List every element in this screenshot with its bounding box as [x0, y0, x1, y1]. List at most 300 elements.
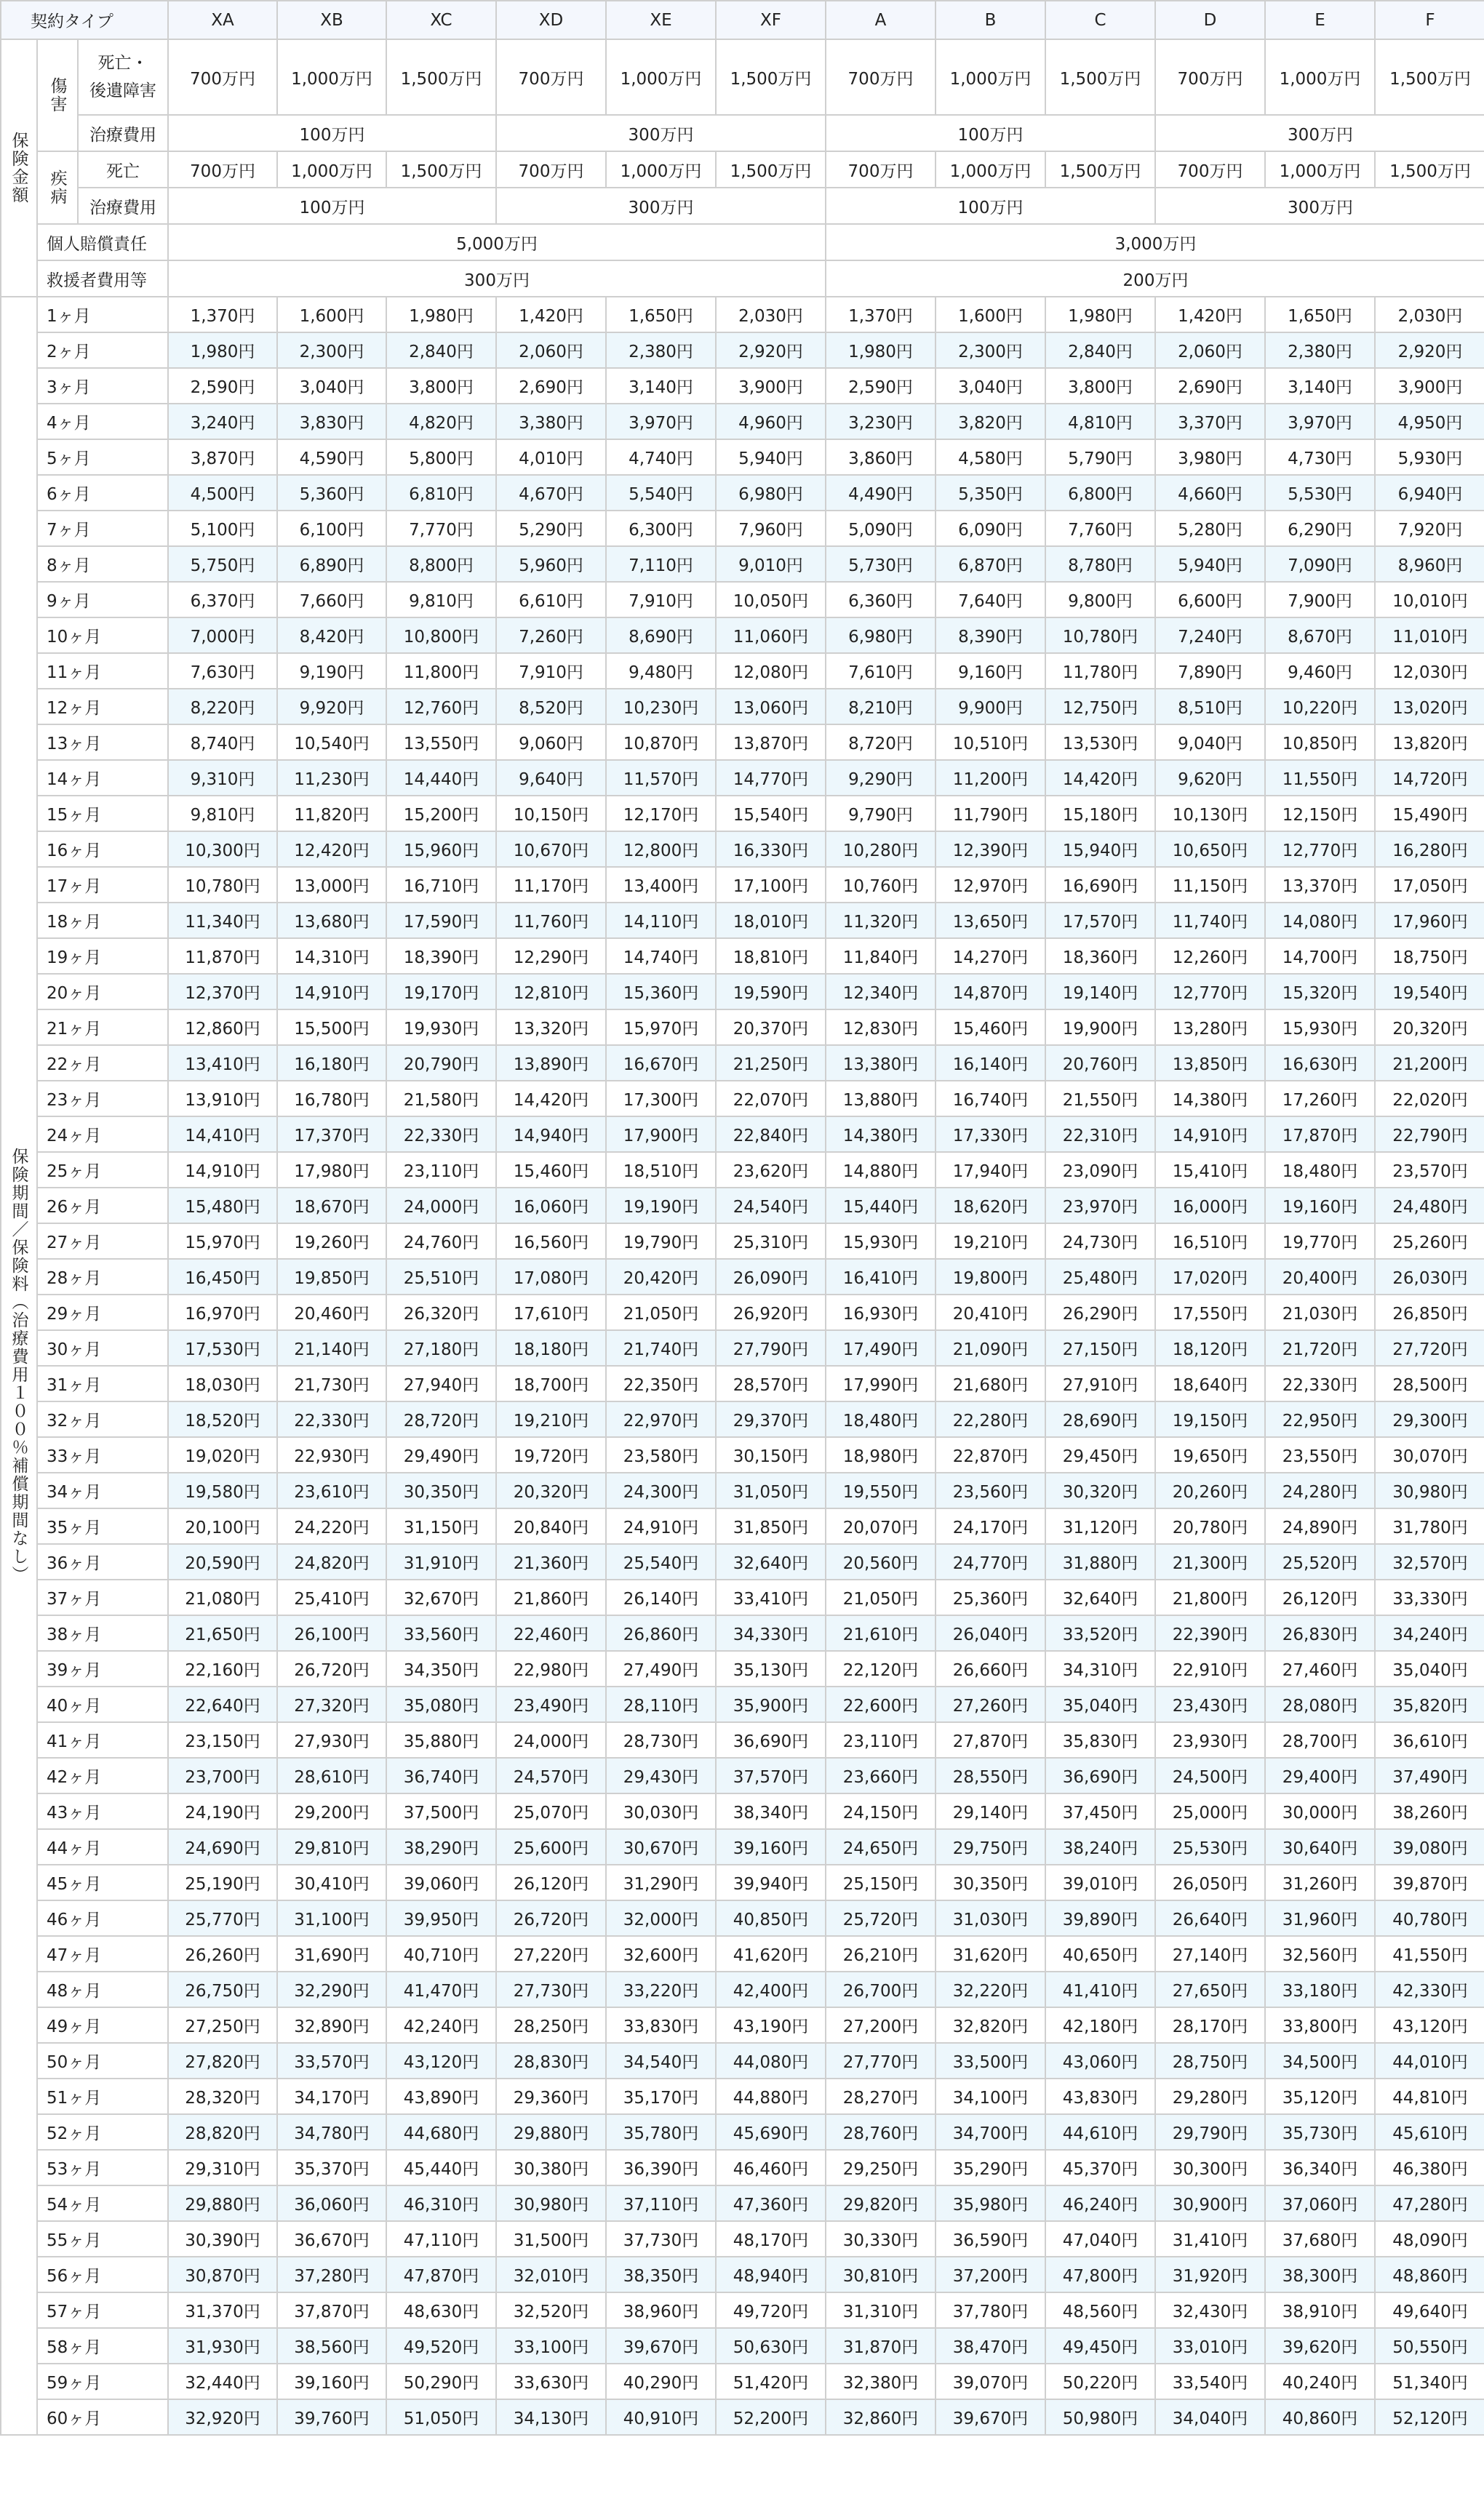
premium-value: 2,060円: [1155, 332, 1265, 368]
premium-value: 11,230円: [277, 760, 386, 796]
premium-value: 23,430円: [1155, 1687, 1265, 1722]
period-month: 2ヶ月: [37, 332, 168, 368]
premium-value: 18,750円: [1375, 938, 1484, 974]
premium-value: 6,610円: [496, 582, 606, 617]
injury-treatment-row: [1, 115, 1484, 151]
premium-value: 34,100円: [936, 2079, 1045, 2114]
premium-value: 33,560円: [386, 1615, 496, 1651]
premium-value: 19,720円: [496, 1437, 606, 1473]
premium-value: 2,590円: [168, 368, 277, 404]
period-month: 28ヶ月: [37, 1259, 168, 1295]
premium-value: 3,380円: [496, 404, 606, 439]
premium-row: [1, 1081, 1484, 1116]
premium-value: 31,850円: [716, 1508, 826, 1544]
period-month: 20ヶ月: [37, 974, 168, 1009]
premium-value: 40,710円: [386, 1936, 496, 1972]
premium-value: 5,940円: [1155, 546, 1265, 582]
premium-value: 23,930円: [1155, 1722, 1265, 1758]
premium-value: 7,760円: [1045, 511, 1155, 546]
premium-value: 21,140円: [277, 1330, 386, 1366]
period-month: 40ヶ月: [37, 1687, 168, 1722]
premium-value: 32,570円: [1375, 1544, 1484, 1580]
period-month: 41ヶ月: [37, 1722, 168, 1758]
premium-value: 12,390円: [936, 831, 1045, 867]
premium-value: 28,320円: [168, 2079, 277, 2114]
premium-value: 25,260円: [1375, 1223, 1484, 1259]
premium-value: 18,640円: [1155, 1366, 1265, 1401]
premium-value: 21,650円: [168, 1615, 277, 1651]
illness-death-value: 1,000万円: [606, 151, 716, 188]
premium-value: 4,500円: [168, 475, 277, 511]
premium-value: 12,260円: [1155, 938, 1265, 974]
premium-value: 1,980円: [826, 332, 936, 368]
premium-value: 15,200円: [386, 796, 496, 831]
period-month: 31ヶ月: [37, 1366, 168, 1401]
premium-value: 19,800円: [936, 1259, 1045, 1295]
premium-value: 21,360円: [496, 1544, 606, 1580]
premium-value: 19,930円: [386, 1009, 496, 1045]
premium-row: [1, 1116, 1484, 1152]
premium-value: 24,150円: [826, 1793, 936, 1829]
premium-value: 12,770円: [1155, 974, 1265, 1009]
period-month: 10ヶ月: [37, 617, 168, 653]
premium-value: 6,290円: [1265, 511, 1375, 546]
premium-value: 21,730円: [277, 1366, 386, 1401]
illness-treatment-value: 100万円: [826, 188, 1155, 224]
premium-value: 28,080円: [1265, 1687, 1375, 1722]
plan-header-xa: XA: [168, 1, 277, 39]
premium-row: [1, 1401, 1484, 1437]
plan-header-f: F: [1375, 1, 1484, 39]
liability-label: 個人賠償責任: [37, 224, 168, 260]
premium-value: 18,620円: [936, 1188, 1045, 1223]
liability-value: 5,000万円: [168, 224, 826, 260]
premium-value: 13,910円: [168, 1081, 277, 1116]
premium-value: 8,800円: [386, 546, 496, 582]
premium-value: 47,800円: [1045, 2257, 1155, 2292]
illness-treatment-value: 300万円: [496, 188, 826, 224]
premium-value: 37,490円: [1375, 1758, 1484, 1793]
premium-value: 11,570円: [606, 760, 716, 796]
premium-row: [1, 2292, 1484, 2328]
premium-value: 17,100円: [716, 867, 826, 903]
premium-value: 4,810円: [1045, 404, 1155, 439]
illness-death-value: 1,500万円: [386, 151, 496, 188]
premium-value: 34,780円: [277, 2114, 386, 2150]
premium-value: 27,460円: [1265, 1651, 1375, 1687]
premium-value: 30,670円: [606, 1829, 716, 1865]
premium-value: 44,880円: [716, 2079, 826, 2114]
premium-value: 42,240円: [386, 2007, 496, 2043]
period-month: 46ヶ月: [37, 1900, 168, 1936]
premium-value: 28,690円: [1045, 1401, 1155, 1437]
premium-value: 9,920円: [277, 689, 386, 724]
premium-value: 13,650円: [936, 903, 1045, 938]
premium-value: 4,580円: [936, 439, 1045, 475]
premium-value: 20,320円: [1375, 1009, 1484, 1045]
premium-value: 32,640円: [1045, 1580, 1155, 1615]
premium-value: 13,890円: [496, 1045, 606, 1081]
premium-value: 10,130円: [1155, 796, 1265, 831]
premium-value: 47,870円: [386, 2257, 496, 2292]
premium-value: 50,220円: [1045, 2364, 1155, 2399]
premium-value: 14,410円: [168, 1116, 277, 1152]
premium-row: [1, 617, 1484, 653]
premium-value: 9,900円: [936, 689, 1045, 724]
premium-value: 2,690円: [1155, 368, 1265, 404]
premium-value: 18,480円: [826, 1401, 936, 1437]
premium-row: [1, 2150, 1484, 2185]
premium-value: 17,490円: [826, 1330, 936, 1366]
illness-death-value: 1,500万円: [1045, 151, 1155, 188]
premium-value: 7,260円: [496, 617, 606, 653]
premium-row: [1, 2328, 1484, 2364]
premium-value: 32,520円: [496, 2292, 606, 2328]
premium-value: 11,740円: [1155, 903, 1265, 938]
premium-row: [1, 903, 1484, 938]
premium-value: 13,550円: [386, 724, 496, 760]
premium-value: 22,330円: [1265, 1366, 1375, 1401]
premium-value: 17,330円: [936, 1116, 1045, 1152]
premium-value: 8,740円: [168, 724, 277, 760]
premium-value: 35,370円: [277, 2150, 386, 2185]
premium-value: 43,190円: [716, 2007, 826, 2043]
premium-value: 11,550円: [1265, 760, 1375, 796]
premium-value: 21,050円: [826, 1580, 936, 1615]
premium-value: 33,500円: [936, 2043, 1045, 2079]
premium-value: 17,550円: [1155, 1295, 1265, 1330]
premium-value: 49,520円: [386, 2328, 496, 2364]
premium-value: 12,420円: [277, 831, 386, 867]
premium-value: 13,380円: [826, 1045, 936, 1081]
period-month: 59ヶ月: [37, 2364, 168, 2399]
period-month: 45ヶ月: [37, 1865, 168, 1900]
premium-value: 28,270円: [826, 2079, 936, 2114]
liability-row: [1, 224, 1484, 260]
premium-value: 12,800円: [606, 831, 716, 867]
premium-value: 13,870円: [716, 724, 826, 760]
premium-value: 13,020円: [1375, 689, 1484, 724]
premium-value: 30,330円: [826, 2221, 936, 2257]
premium-value: 27,730円: [496, 1972, 606, 2007]
illness-death-value: 700万円: [1155, 151, 1265, 188]
premium-value: 21,800円: [1155, 1580, 1265, 1615]
premium-value: 31,150円: [386, 1508, 496, 1544]
premium-value: 18,390円: [386, 938, 496, 974]
premium-value: 3,800円: [1045, 368, 1155, 404]
premium-value: 6,090円: [936, 511, 1045, 546]
premium-row: [1, 1437, 1484, 1473]
premium-value: 39,670円: [936, 2399, 1045, 2435]
premium-value: 22,980円: [496, 1651, 606, 1687]
premium-value: 16,140円: [936, 1045, 1045, 1081]
plan-header-b: B: [936, 1, 1045, 39]
premium-value: 10,220円: [1265, 689, 1375, 724]
premium-value: 27,490円: [606, 1651, 716, 1687]
premium-value: 51,050円: [386, 2399, 496, 2435]
premium-value: 3,970円: [606, 404, 716, 439]
premium-value: 36,740円: [386, 1758, 496, 1793]
period-month: 37ヶ月: [37, 1580, 168, 1615]
premium-value: 6,360円: [826, 582, 936, 617]
premium-value: 30,980円: [496, 2185, 606, 2221]
premium-value: 11,870円: [168, 938, 277, 974]
premium-value: 36,610円: [1375, 1722, 1484, 1758]
premium-value: 5,280円: [1155, 511, 1265, 546]
premium-value: 30,900円: [1155, 2185, 1265, 2221]
period-month: 26ヶ月: [37, 1188, 168, 1223]
premium-value: 26,720円: [277, 1651, 386, 1687]
premium-value: 37,280円: [277, 2257, 386, 2292]
period-month: 4ヶ月: [37, 404, 168, 439]
premium-value: 13,280円: [1155, 1009, 1265, 1045]
premium-value: 17,300円: [606, 1081, 716, 1116]
premium-row: [1, 1615, 1484, 1651]
premium-row: [1, 796, 1484, 831]
premium-row: [1, 760, 1484, 796]
premium-value: 10,800円: [386, 617, 496, 653]
period-month: 48ヶ月: [37, 1972, 168, 2007]
premium-value: 31,310円: [826, 2292, 936, 2328]
premium-value: 9,460円: [1265, 653, 1375, 689]
premium-value: 16,930円: [826, 1295, 936, 1330]
premium-value: 1,600円: [277, 297, 386, 332]
premium-value: 18,180円: [496, 1330, 606, 1366]
premium-value: 23,620円: [716, 1152, 826, 1188]
premium-value: 50,290円: [386, 2364, 496, 2399]
premium-row: [1, 1936, 1484, 1972]
premium-value: 47,040円: [1045, 2221, 1155, 2257]
premium-value: 21,090円: [936, 1330, 1045, 1366]
premium-value: 20,840円: [496, 1508, 606, 1544]
premium-value: 24,000円: [496, 1722, 606, 1758]
premium-value: 18,030円: [168, 1366, 277, 1401]
premium-value: 35,120円: [1265, 2079, 1375, 2114]
premium-value: 47,280円: [1375, 2185, 1484, 2221]
premium-value: 17,990円: [826, 1366, 936, 1401]
premium-row: [1, 1295, 1484, 1330]
premium-value: 26,830円: [1265, 1615, 1375, 1651]
premium-value: 21,720円: [1265, 1330, 1375, 1366]
period-month: 35ヶ月: [37, 1508, 168, 1544]
period-month: 7ヶ月: [37, 511, 168, 546]
premium-value: 19,160円: [1265, 1188, 1375, 1223]
premium-value: 3,980円: [1155, 439, 1265, 475]
premium-value: 11,200円: [936, 760, 1045, 796]
premium-value: 50,630円: [716, 2328, 826, 2364]
premium-value: 36,690円: [716, 1722, 826, 1758]
premium-row: [1, 1758, 1484, 1793]
injury-death-value: 700万円: [826, 39, 936, 115]
premium-value: 15,490円: [1375, 796, 1484, 831]
premium-value: 17,960円: [1375, 903, 1484, 938]
premium-value: 2,590円: [826, 368, 936, 404]
premium-value: 26,260円: [168, 1936, 277, 1972]
premium-value: 34,130円: [496, 2399, 606, 2435]
premium-value: 40,910円: [606, 2399, 716, 2435]
premium-value: 36,670円: [277, 2221, 386, 2257]
premium-value: 29,490円: [386, 1437, 496, 1473]
premium-value: 22,310円: [1045, 1116, 1155, 1152]
premium-value: 10,050円: [716, 582, 826, 617]
premium-value: 18,810円: [716, 938, 826, 974]
premium-value: 20,460円: [277, 1295, 386, 1330]
premium-row: [1, 1259, 1484, 1295]
premium-value: 23,110円: [826, 1722, 936, 1758]
period-month: 17ヶ月: [37, 867, 168, 903]
premium-value: 11,340円: [168, 903, 277, 938]
premium-value: 39,890円: [1045, 1900, 1155, 1936]
premium-value: 11,800円: [386, 653, 496, 689]
premium-value: 36,060円: [277, 2185, 386, 2221]
premium-value: 16,000円: [1155, 1188, 1265, 1223]
premium-value: 2,300円: [936, 332, 1045, 368]
premium-value: 6,800円: [1045, 475, 1155, 511]
premium-row: [1, 368, 1484, 404]
illness-death-value: 1,000万円: [936, 151, 1045, 188]
premium-value: 10,300円: [168, 831, 277, 867]
premium-value: 30,390円: [168, 2221, 277, 2257]
premium-value: 10,010円: [1375, 582, 1484, 617]
premium-value: 4,950円: [1375, 404, 1484, 439]
period-month: 39ヶ月: [37, 1651, 168, 1687]
premium-value: 31,100円: [277, 1900, 386, 1936]
premium-value: 17,530円: [168, 1330, 277, 1366]
period-month: 32ヶ月: [37, 1401, 168, 1437]
premium-value: 21,610円: [826, 1615, 936, 1651]
premium-value: 34,540円: [606, 2043, 716, 2079]
premium-value: 48,860円: [1375, 2257, 1484, 2292]
premium-value: 28,570円: [716, 1366, 826, 1401]
premium-row: [1, 1366, 1484, 1401]
premium-value: 1,420円: [496, 297, 606, 332]
rescue-value: 300万円: [168, 260, 826, 297]
premium-value: 27,870円: [936, 1722, 1045, 1758]
premium-value: 15,440円: [826, 1188, 936, 1223]
premium-value: 3,870円: [168, 439, 277, 475]
premium-value: 1,420円: [1155, 297, 1265, 332]
premium-value: 8,670円: [1265, 617, 1375, 653]
header-row: [1, 1, 1484, 39]
period-month: 30ヶ月: [37, 1330, 168, 1366]
premium-value: 24,910円: [606, 1508, 716, 1544]
premium-value: 35,780円: [606, 2114, 716, 2150]
premium-value: 19,650円: [1155, 1437, 1265, 1473]
premium-value: 30,320円: [1045, 1473, 1155, 1508]
premium-value: 8,720円: [826, 724, 936, 760]
premium-value: 37,680円: [1265, 2221, 1375, 2257]
premium-value: 34,500円: [1265, 2043, 1375, 2079]
premium-value: 39,070円: [936, 2364, 1045, 2399]
period-month: 50ヶ月: [37, 2043, 168, 2079]
premium-value: 31,930円: [168, 2328, 277, 2364]
premium-value: 12,860円: [168, 1009, 277, 1045]
premium-row: [1, 1223, 1484, 1259]
premium-value: 26,040円: [936, 1615, 1045, 1651]
premium-value: 15,930円: [826, 1223, 936, 1259]
premium-value: 36,590円: [936, 2221, 1045, 2257]
premium-value: 19,140円: [1045, 974, 1155, 1009]
premium-value: 17,900円: [606, 1116, 716, 1152]
premium-value: 29,140円: [936, 1793, 1045, 1829]
premium-value: 32,560円: [1265, 1936, 1375, 1972]
premium-value: 19,550円: [826, 1473, 936, 1508]
premium-value: 13,370円: [1265, 867, 1375, 903]
premium-value: 42,180円: [1045, 2007, 1155, 2043]
period-month: 14ヶ月: [37, 760, 168, 796]
premium-value: 3,040円: [936, 368, 1045, 404]
premium-row: [1, 2185, 1484, 2221]
premium-value: 9,010円: [716, 546, 826, 582]
premium-value: 19,590円: [716, 974, 826, 1009]
premium-value: 10,780円: [1045, 617, 1155, 653]
premium-value: 38,260円: [1375, 1793, 1484, 1829]
premium-value: 17,260円: [1265, 1081, 1375, 1116]
premium-value: 45,610円: [1375, 2114, 1484, 2150]
premium-value: 8,780円: [1045, 546, 1155, 582]
premium-value: 5,540円: [606, 475, 716, 511]
injury-treatment-label: 治療費用: [78, 115, 168, 151]
premium-value: 31,260円: [1265, 1865, 1375, 1900]
premium-value: 33,520円: [1045, 1615, 1155, 1651]
premium-value: 32,860円: [826, 2399, 936, 2435]
premium-value: 24,890円: [1265, 1508, 1375, 1544]
illness-death-value: 1,000万円: [277, 151, 386, 188]
premium-value: 10,780円: [168, 867, 277, 903]
premium-value: 26,030円: [1375, 1259, 1484, 1295]
illness-death-value: 700万円: [826, 151, 936, 188]
premium-value: 19,850円: [277, 1259, 386, 1295]
premium-value: 18,520円: [168, 1401, 277, 1437]
premium-value: 9,160円: [936, 653, 1045, 689]
premium-value: 7,890円: [1155, 653, 1265, 689]
premium-value: 24,770円: [936, 1544, 1045, 1580]
premium-value: 7,960円: [716, 511, 826, 546]
premium-row: [1, 2043, 1484, 2079]
period-premium-label: 保険期間／保険料（治療費用１００％補償期間なし）: [1, 297, 37, 2435]
premium-value: 10,850円: [1265, 724, 1375, 760]
premium-value: 15,540円: [716, 796, 826, 831]
premium-value: 46,460円: [716, 2150, 826, 2185]
premium-value: 31,120円: [1045, 1508, 1155, 1544]
premium-value: 32,220円: [936, 1972, 1045, 2007]
premium-value: 19,790円: [606, 1223, 716, 1259]
premium-value: 39,870円: [1375, 1865, 1484, 1900]
premium-value: 20,420円: [606, 1259, 716, 1295]
premium-value: 32,430円: [1155, 2292, 1265, 2328]
premium-value: 29,450円: [1045, 1437, 1155, 1473]
premium-value: 26,210円: [826, 1936, 936, 1972]
premium-value: 46,380円: [1375, 2150, 1484, 2185]
illness-treatment-value: 300万円: [1155, 188, 1484, 224]
premium-value: 46,310円: [386, 2185, 496, 2221]
period-month: 23ヶ月: [37, 1081, 168, 1116]
premium-value: 22,280円: [936, 1401, 1045, 1437]
premium-value: 1,370円: [168, 297, 277, 332]
premium-value: 27,790円: [716, 1330, 826, 1366]
premium-value: 9,290円: [826, 760, 936, 796]
premium-value: 36,340円: [1265, 2150, 1375, 2185]
premium-value: 27,250円: [168, 2007, 277, 2043]
premium-value: 13,850円: [1155, 1045, 1265, 1081]
premium-value: 18,360円: [1045, 938, 1155, 974]
premium-value: 34,240円: [1375, 1615, 1484, 1651]
premium-row: [1, 724, 1484, 760]
premium-value: 8,690円: [606, 617, 716, 653]
premium-value: 4,490円: [826, 475, 936, 511]
premium-value: 6,870円: [936, 546, 1045, 582]
period-month: 27ヶ月: [37, 1223, 168, 1259]
